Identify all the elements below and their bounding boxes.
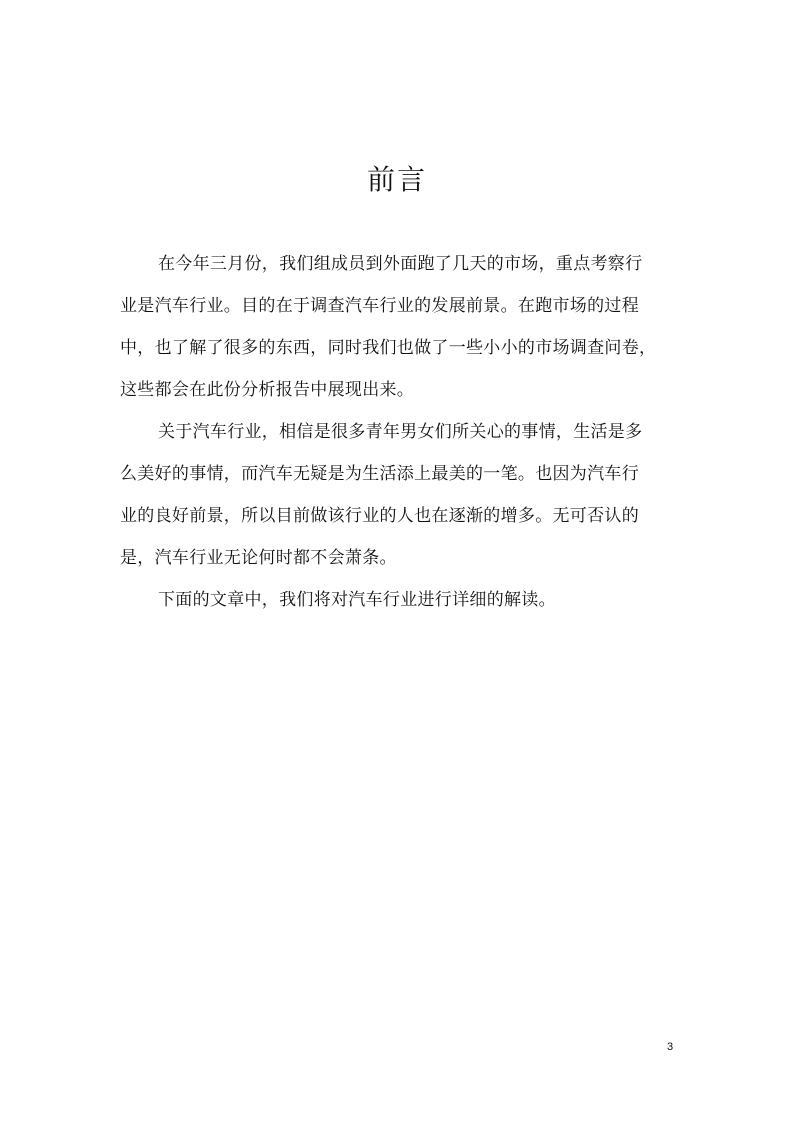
paragraph-line: 业的良好前景，所以目前做该行业的人也在逐渐的增多。无可否认的 xyxy=(120,506,639,526)
body-text xyxy=(120,243,678,621)
paragraph-3 xyxy=(120,579,678,621)
paragraph-line: 业是汽车行业。目的在于调查汽车行业的发展前景。在跑市场的过程 xyxy=(120,296,639,316)
page-number: 3 xyxy=(667,1041,674,1053)
paragraph-line: 这些都会在此份分析报告中展现出来。 xyxy=(120,380,415,400)
paragraph-line: 关于汽车行业，相信是很多青年男女们所关心的事情，生活是多 xyxy=(158,422,643,442)
paragraph-line: 么美好的事情，而汽车无疑是为生活添上最美的一笔。也因为汽车行 xyxy=(120,464,639,484)
paragraph-line: 下面的文章中，我们将对汽车行业进行详细的解读。 xyxy=(158,590,556,610)
paragraph-1 xyxy=(120,243,678,411)
paragraph-2 xyxy=(120,411,678,579)
page-title: 前言 xyxy=(366,163,427,196)
paragraph-line: 中，也了解了很多的东西，同时我们也做了一些小小的市场调查问卷， xyxy=(120,338,657,358)
paragraph-line: 在今年三月份，我们组成员到外面跑了几天的市场，重点考察行 xyxy=(158,254,643,274)
paragraph-line: 是，汽车行业无论何时都不会萧条。 xyxy=(120,548,397,568)
